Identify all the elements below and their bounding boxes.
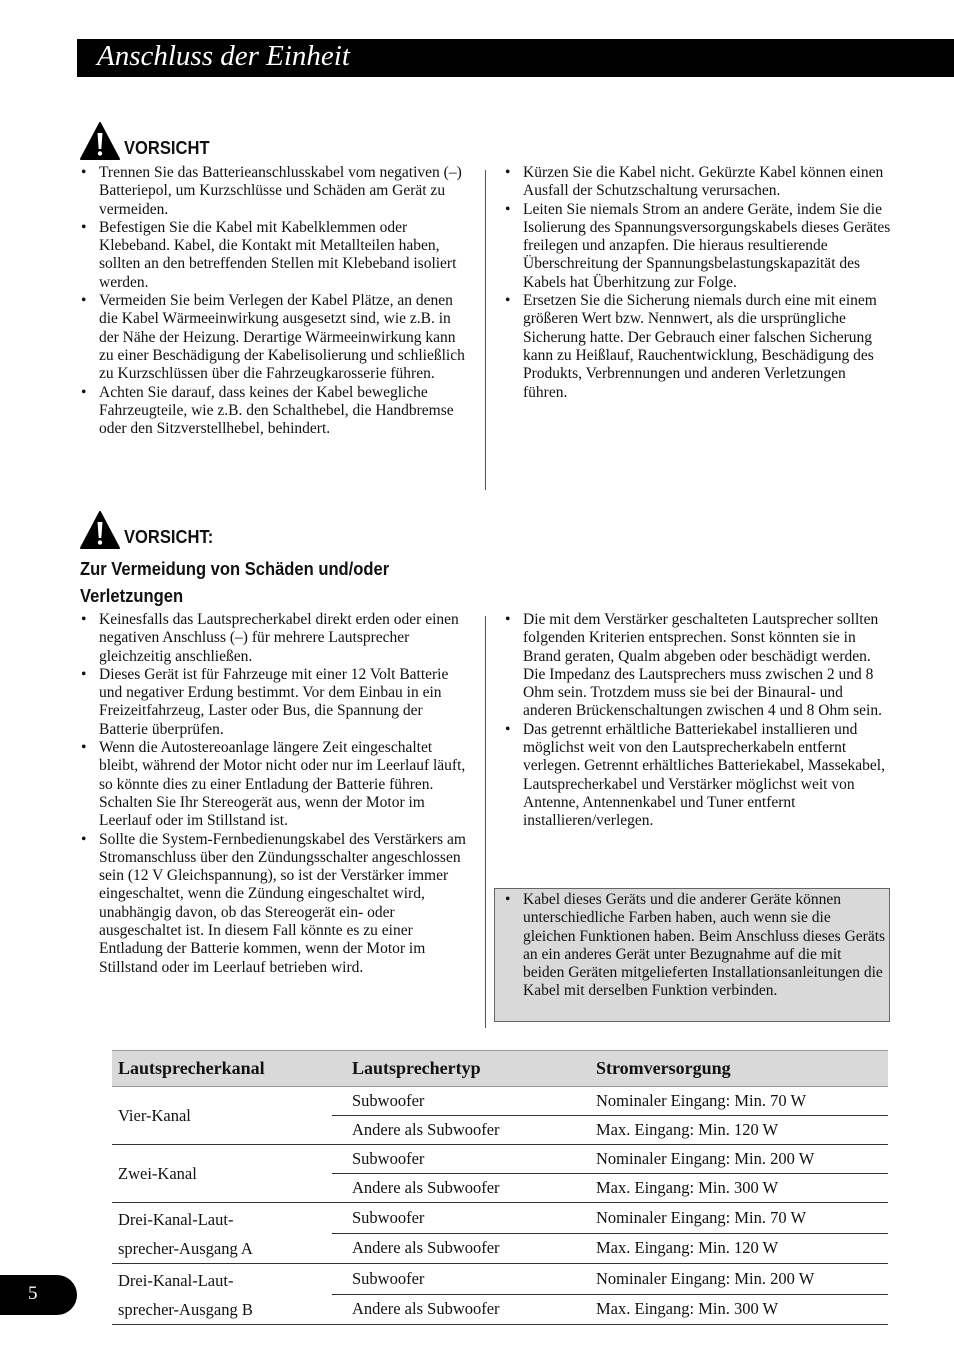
power-cell: Max. Eingang: Min. 300 W	[590, 1294, 888, 1325]
table-row	[112, 1203, 888, 1234]
channel-cell	[112, 1264, 332, 1325]
list-item: • Trennen Sie das Batterieanschlusskabel vom negativen (–) Batteriepol, um Kurzschlüsse und Schäden am Gerät zu vermeiden.	[78, 164, 470, 219]
list-item: • Die mit dem Verstärker geschalteten Lautsprecher sollten folgenden Kriterien entsprechen. Sonst könnten sie in Brand geraten, Qualm abgeben oder beschädigt werden. Die Impedanz des Lautsprechers muss zwischen 2 und 8 Ohm sein. Trotzdem muss sie bei der Binaural- und anderen Brückenschaltungen zwischen 4 und 8 Ohm sein.	[502, 611, 892, 721]
list-item: • Vermeiden Sie beim Verlegen der Kabel Plätze, an denen die Kabel Wärmeeinwirkung ausgesetzt sind, wie z.B. in der Nähe der Heizung. Derartige Wärmeeinwirkung kann zu einer Beschädigung der Kabelisolierung und schließlich zu Kurzschlüssen über die Fahrzeugkarosserie führen.	[78, 292, 470, 383]
table-row	[112, 1145, 888, 1174]
caution-label: VORSICHT:	[124, 527, 214, 547]
note-text: • Kabel dieses Geräts und die anderer Geräte können unterschiedliche Farben haben, auch wenn sie die gleichen Funktionen haben. Beim Anschluss dieses Geräts an ein anderes Gerät unter Bezugnahme auf die mit beiden Geräten mitgelieferten Installationsanleitungen die Kabel mit derselben Funktion verbinden.	[502, 891, 886, 1001]
speaker-spec-table	[112, 1050, 888, 1325]
power-cell: Nominaler Eingang: Min. 200 W	[590, 1145, 888, 1174]
type-cell: Andere als Subwoofer	[332, 1174, 590, 1203]
list-item: • Das getrennt erhältliche Batteriekabel installieren und möglichst weit von den Lautsprecherkabeln entfernt verlegen. Getrennt erhältliches Batteriekabel, Massekabel, Lautsprecherkabel und Verstärker möglichst weit von Antenne, Antennenkabel und Tuner entfernt installieren/verlegen.	[502, 721, 892, 831]
list-item: • Achten Sie darauf, dass keines der Kabel bewegliche Fahrzeugteile, wie z.B. den Schalthebel, die Handbremse oder den Sitzverstellhebel, behindert.	[78, 384, 470, 439]
damage-right-column	[502, 611, 892, 831]
column-header: Lautsprechertyp	[332, 1051, 590, 1087]
caution-label: VORSICHT	[124, 138, 210, 158]
power-cell: Nominaler Eingang: Min. 200 W	[590, 1264, 888, 1295]
section-subheading: Zur Vermeidung von Schäden und/oder Verletzungen	[80, 559, 390, 606]
channel-line: Drei-Kanal-Laut-	[118, 1210, 234, 1229]
damage-left-column	[78, 611, 470, 977]
type-cell: Subwoofer	[332, 1264, 590, 1295]
list-item: • Sollte die System-Fernbedienungskabel des Verstärkers am Stromanschluss über den Zündungsschalter angeschlossen sein (12 V Gleichspannung), so ist der Verstärker immer eingeschaltet, wenn die Zündung eingeschaltet wird, unabhängig davon, ob das Stereogerät ein- oder ausgeschaltet ist. In diesem Fall könnte es zu einer Entladung der Batterie kommen, wenn der Motor im Stillstand oder im Leerlauf betrieben wird.	[78, 831, 470, 977]
column-divider	[485, 616, 486, 1028]
channel-line: Drei-Kanal-Laut-	[118, 1271, 234, 1290]
page-title: Anschluss der Einheit	[97, 40, 350, 72]
list-item: • Ersetzen Sie die Sicherung niemals durch eine mit einem größeren Wert bzw. Nennwert, als die ursprüngliche Sicherung hatte. Der Gebrauch einer falschen Sicherung kann zu Heißlauf, Rauchentwicklung, Beschädigung des Produkts, Verbrennungen und anderen Verletzungen führen.	[502, 292, 892, 402]
page-title-bar	[77, 39, 954, 77]
table-row	[112, 1264, 888, 1295]
column-divider	[485, 170, 486, 490]
list-item: • Dieses Gerät ist für Fahrzeuge mit einer 12 Volt Batterie und negativer Erdung bestimmt. Vor dem Einbau in ein Freizeitfahrzeug, Laster oder Bus, die Spannung der Batterie überprüfen.	[78, 666, 470, 739]
list-item: • Wenn die Autostereoanlage längere Zeit eingeschaltet bleibt, während der Motor nicht oder nur im Leerlauf läuft, so könnte dies zu einer Entladung der Batterie führen. Schalten Sie Ihr Stereogerät aus, wenn der Motor im Leerlauf oder im Stillstand ist.	[78, 739, 470, 830]
channel-cell: Vier-Kanal	[112, 1087, 332, 1145]
type-cell: Subwoofer	[332, 1145, 590, 1174]
power-cell: Nominaler Eingang: Min. 70 W	[590, 1087, 888, 1116]
note-box	[494, 888, 890, 1022]
caution-heading-2	[80, 511, 221, 549]
power-cell: Max. Eingang: Min. 120 W	[590, 1233, 888, 1264]
table-header-row	[112, 1051, 888, 1087]
channel-cell	[112, 1203, 332, 1264]
list-item: • Befestigen Sie die Kabel mit Kabelklemmen oder Klebeband. Kabel, die Kontakt mit Metallteilen haben, sollten an den betreffenden Stellen mit Klebeband isoliert werden.	[78, 219, 470, 292]
power-cell: Nominaler Eingang: Min. 70 W	[590, 1203, 888, 1234]
warning-triangle-icon	[80, 122, 120, 160]
page-number: 5	[28, 1283, 38, 1304]
table-row	[112, 1087, 888, 1116]
warning-triangle-icon	[80, 511, 120, 549]
type-cell: Andere als Subwoofer	[332, 1294, 590, 1325]
type-cell: Andere als Subwoofer	[332, 1233, 590, 1264]
type-cell: Subwoofer	[332, 1087, 590, 1116]
list-item: • Keinesfalls das Lautsprecherkabel direkt erden oder einen negativen Anschluss (–) für mehrere Lautsprecher gleichzeitig anschließen.	[78, 611, 470, 666]
column-header: Lautsprecherkanal	[112, 1051, 332, 1087]
caution-heading	[80, 122, 217, 160]
type-cell: Andere als Subwoofer	[332, 1116, 590, 1145]
channel-cell: Zwei-Kanal	[112, 1145, 332, 1203]
list-item: • Kürzen Sie die Kabel nicht. Gekürzte Kabel können einen Ausfall der Schutzschaltung verursachen.	[502, 164, 892, 201]
list-item: • Leiten Sie niemals Strom an andere Geräte, indem Sie die Isolierung des Spannungsversorgungskabels dieses Gerätes freilegen und anzapfen. Die hieraus resultierende Überschreitung der Spannungsbelastungskapazität des Kabels hat Überhitzung zur Folge.	[502, 201, 892, 292]
column-header: Stromversorgung	[590, 1051, 888, 1087]
channel-line: sprecher-Ausgang A	[118, 1239, 253, 1258]
channel-line: sprecher-Ausgang B	[118, 1300, 253, 1319]
power-cell: Max. Eingang: Min. 120 W	[590, 1116, 888, 1145]
caution-right-column	[502, 164, 892, 402]
caution-left-column	[78, 164, 470, 438]
power-cell: Max. Eingang: Min. 300 W	[590, 1174, 888, 1203]
page-number-tab	[0, 1275, 77, 1315]
type-cell: Subwoofer	[332, 1203, 590, 1234]
